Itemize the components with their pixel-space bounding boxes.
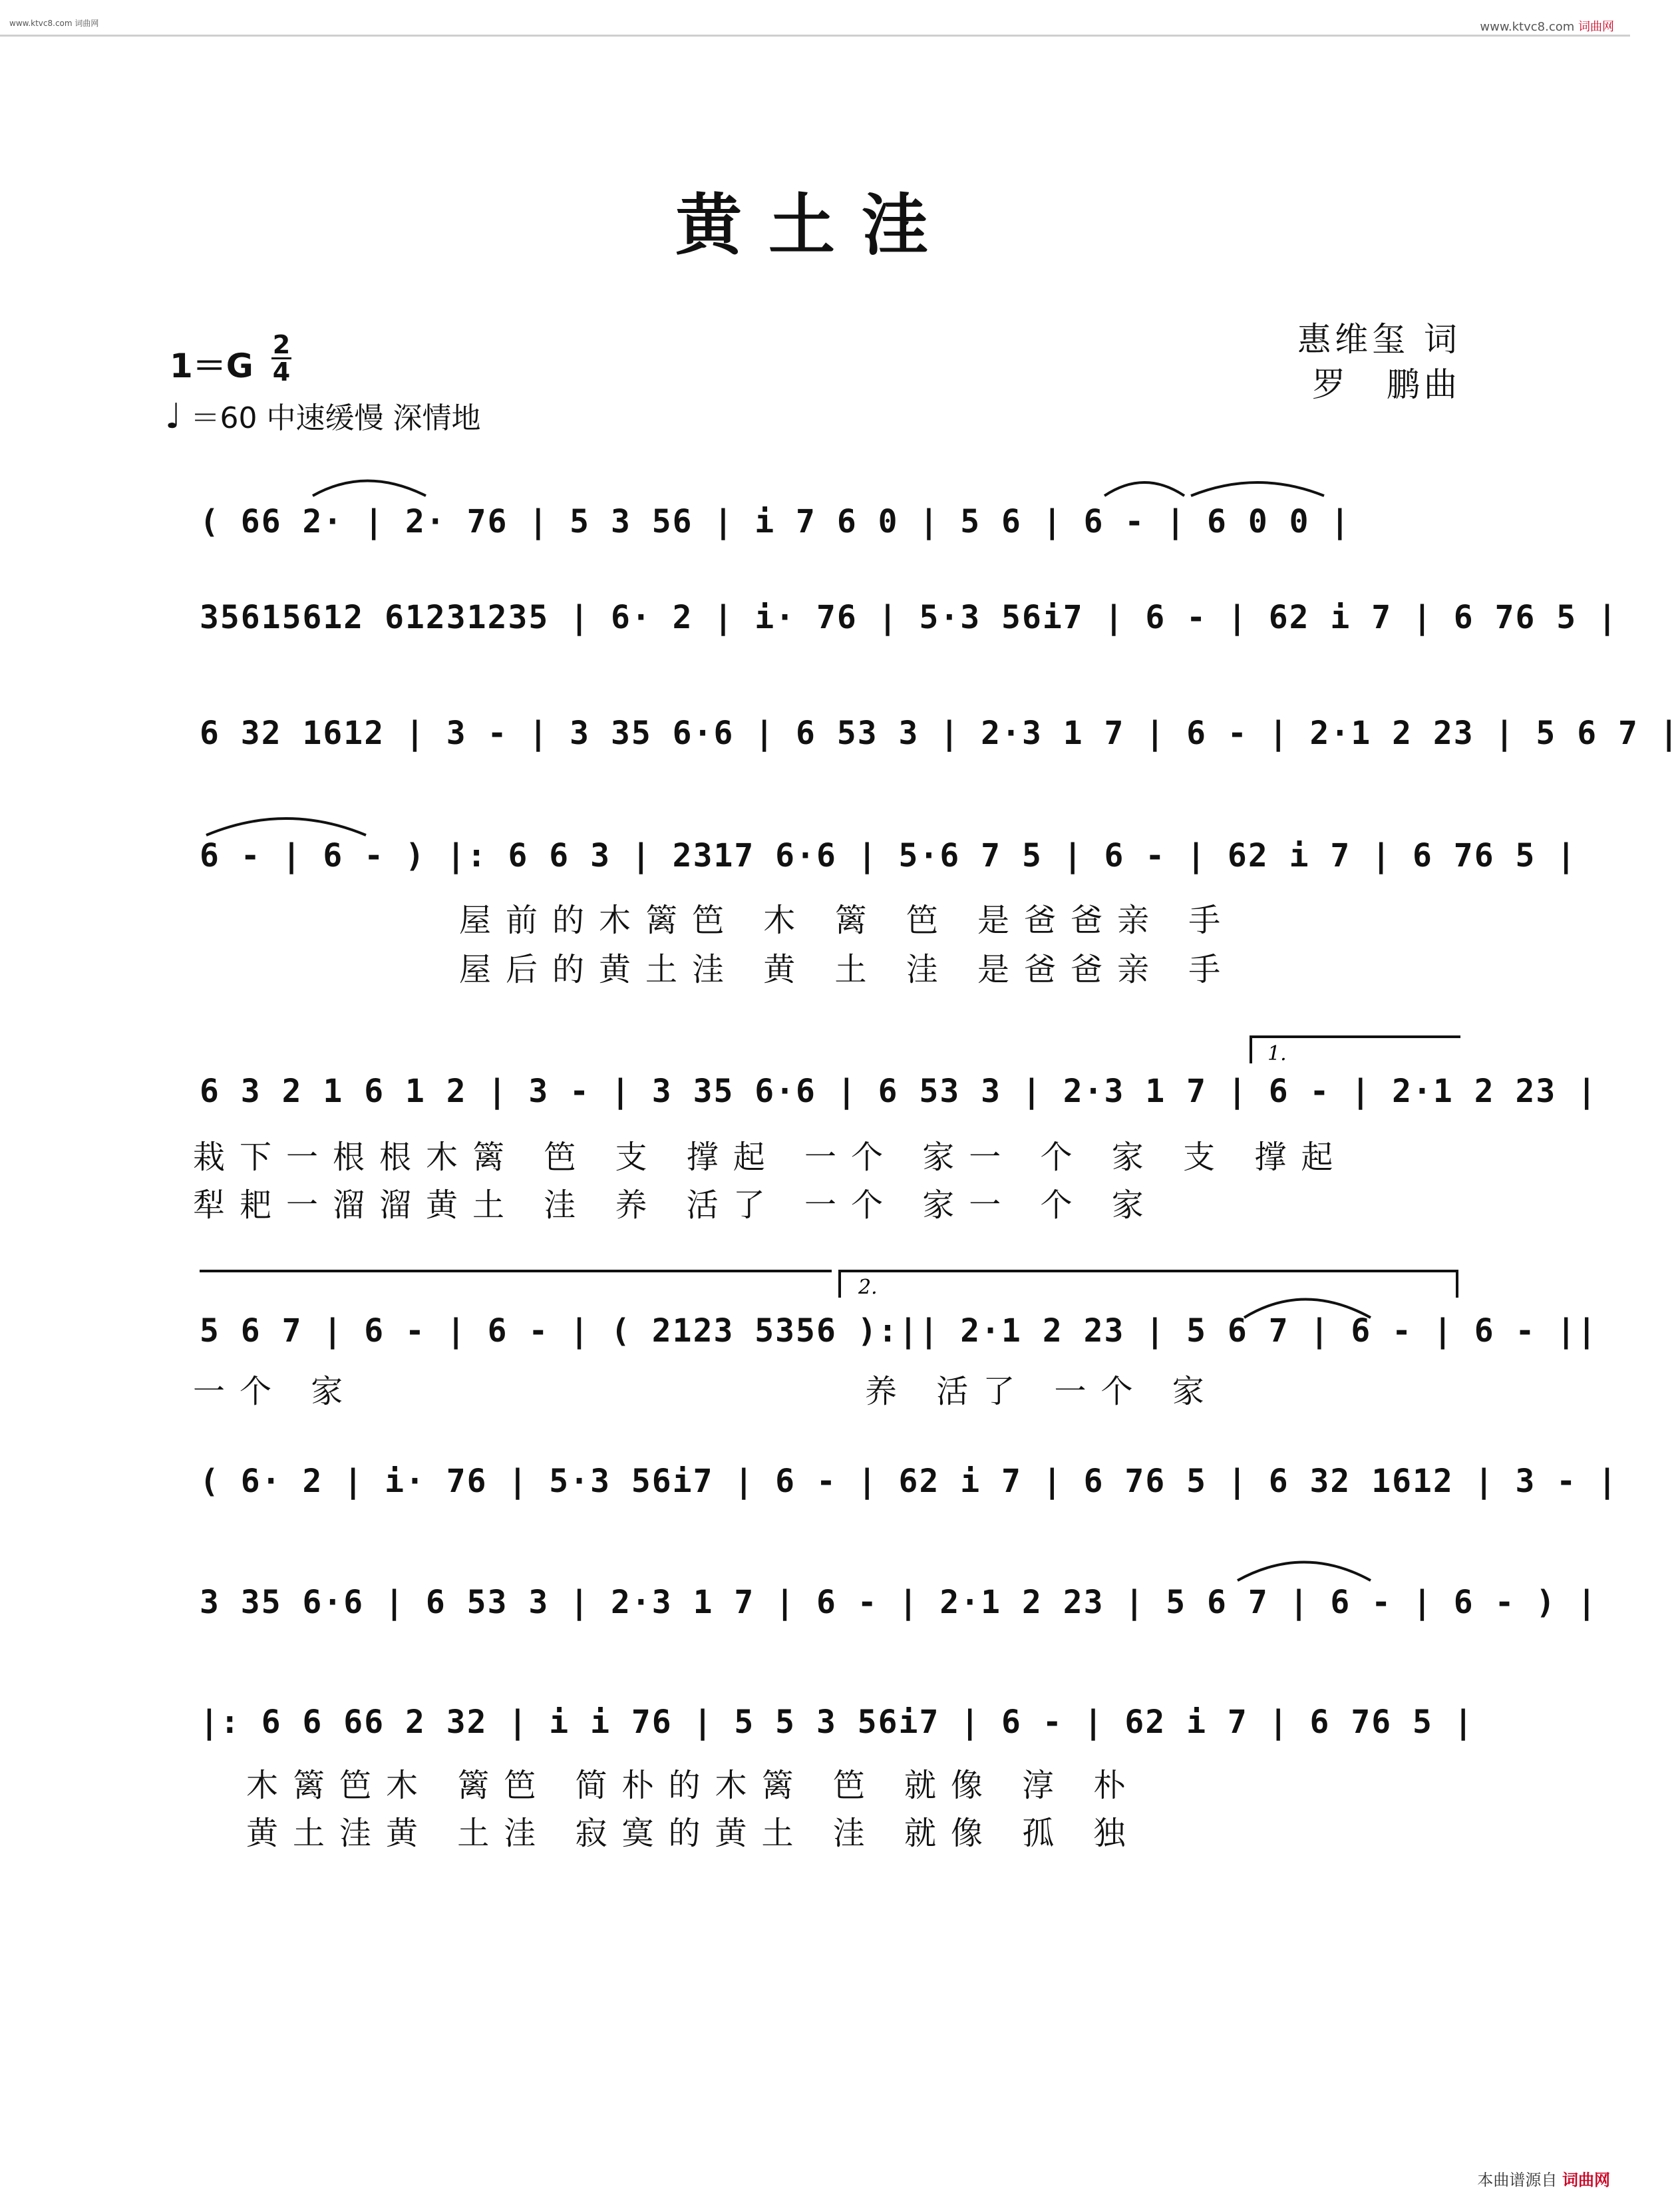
lyric-line-9b: 黄土洼黄 土洼 寂寞的黄土 洼 就像 孤 独 — [246, 1815, 1140, 1852]
slur — [313, 481, 426, 496]
lyric-line-9a: 木篱笆木 篱笆 简朴的木篱 笆 就像 淳 朴 — [246, 1767, 1140, 1804]
score-line-8: 3 35 6·6 | 6 53 3 | 2·3 1 7 | 6 - | 2·1 2 23 | 5 6 7 | 6 - | 6 - ) | — [200, 1584, 1598, 1621]
score-line-6: 5 6 7 | 6 - | 6 - | ( 2123 5356 ):|| 2·1 2 23 | 5 6 7 | 6 - | 6 - || — [200, 1312, 1598, 1350]
key-signature: 1＝G — [170, 347, 253, 385]
slur — [1104, 482, 1184, 496]
slur — [1191, 482, 1324, 496]
score-line-5: 6 3 2 1 6 1 2 | 3 - | 3 35 6·6 | 6 53 3 | 2·3 1 7 | 6 - | 2·1 2 23 | — [200, 1073, 1598, 1110]
lyric-line-5b: 犁耙一溜溜黄土 洼 养 活了 一个 家一 个 家 — [193, 1187, 1158, 1224]
slur — [206, 819, 366, 835]
score-line-2: 35615612 61231235 | 6· 2 | i· 76 | 5·3 56i7 | 6 - | 62 i 7 | 6 76 5 | — [200, 599, 1618, 636]
lyric-line-6a: 一个 家 — [193, 1373, 358, 1410]
volta-1-label: 1. — [1267, 1042, 1287, 1065]
tempo-value: ＝60 — [190, 401, 257, 435]
quarter-note-icon: ♩ — [165, 397, 182, 437]
song-title: 黄土洼 — [675, 186, 955, 264]
site-brand[interactable]: 词曲网 — [1578, 20, 1614, 34]
lyric-line-5a: 栽下一根根木篱 笆 支 撑起 一个 家一 个 家 支 撑起 — [193, 1139, 1348, 1176]
score-line-3: 6 32 1612 | 3 - | 3 35 6·6 | 6 53 3 | 2·3 1 7 | 6 - | 2·1 2 23 | 5 6 7 | — [200, 715, 1680, 752]
lyric-line-4a: 屋前的木篱笆 木 篱 笆 是爸爸亲 手 — [459, 902, 1236, 939]
composer-credit: 罗 鹏曲 — [1312, 365, 1461, 404]
lyricist-credit: 惠维玺 词 — [1297, 320, 1461, 359]
lyric-line-4b: 屋后的黄土洼 黄 土 洼 是爸爸亲 手 — [459, 951, 1236, 988]
score-line-9: |: 6 6 66 2 32 | i i 76 | 5 5 3 56i7 | 6 - | 62 i 7 | 6 76 5 | — [200, 1704, 1474, 1741]
score-line-1: ( 66 2· | 2· 76 | 5 3 56 | i 7 6 0 | 5 6 | 6 - | 6 0 0 | — [200, 503, 1351, 540]
volta-2-label: 2. — [858, 1276, 878, 1299]
site-url[interactable]: www.ktvc8.com — [1480, 20, 1575, 34]
lyric-line-6b: 养 活了 一个 家 — [865, 1373, 1219, 1410]
footer-text: 本曲谱源自 — [1477, 2171, 1558, 2189]
slur — [1238, 1562, 1371, 1581]
time-sig-top: 2 — [272, 330, 291, 359]
score-line-4: 6 - | 6 - ) |: 6 6 3 | 2317 6·6 | 5·6 7 5 | 6 - | 62 i 7 | 6 76 5 | — [200, 837, 1578, 874]
tempo-expression: 中速缓慢 深情地 — [266, 401, 481, 435]
source-footer[interactable] — [1477, 2167, 1610, 2190]
score-line-7: ( 6· 2 | i· 76 | 5·3 56i7 | 6 - | 62 i 7 | 6 76 5 | 6 32 1612 | 3 - | — [200, 1463, 1618, 1500]
volta-2 — [840, 1271, 1457, 1298]
time-sig-bottom: 4 — [272, 357, 291, 387]
site-watermark-left: www.ktvc8.com 词曲网 — [9, 19, 99, 28]
footer-brand-link[interactable]: 词曲网 — [1562, 2171, 1610, 2189]
